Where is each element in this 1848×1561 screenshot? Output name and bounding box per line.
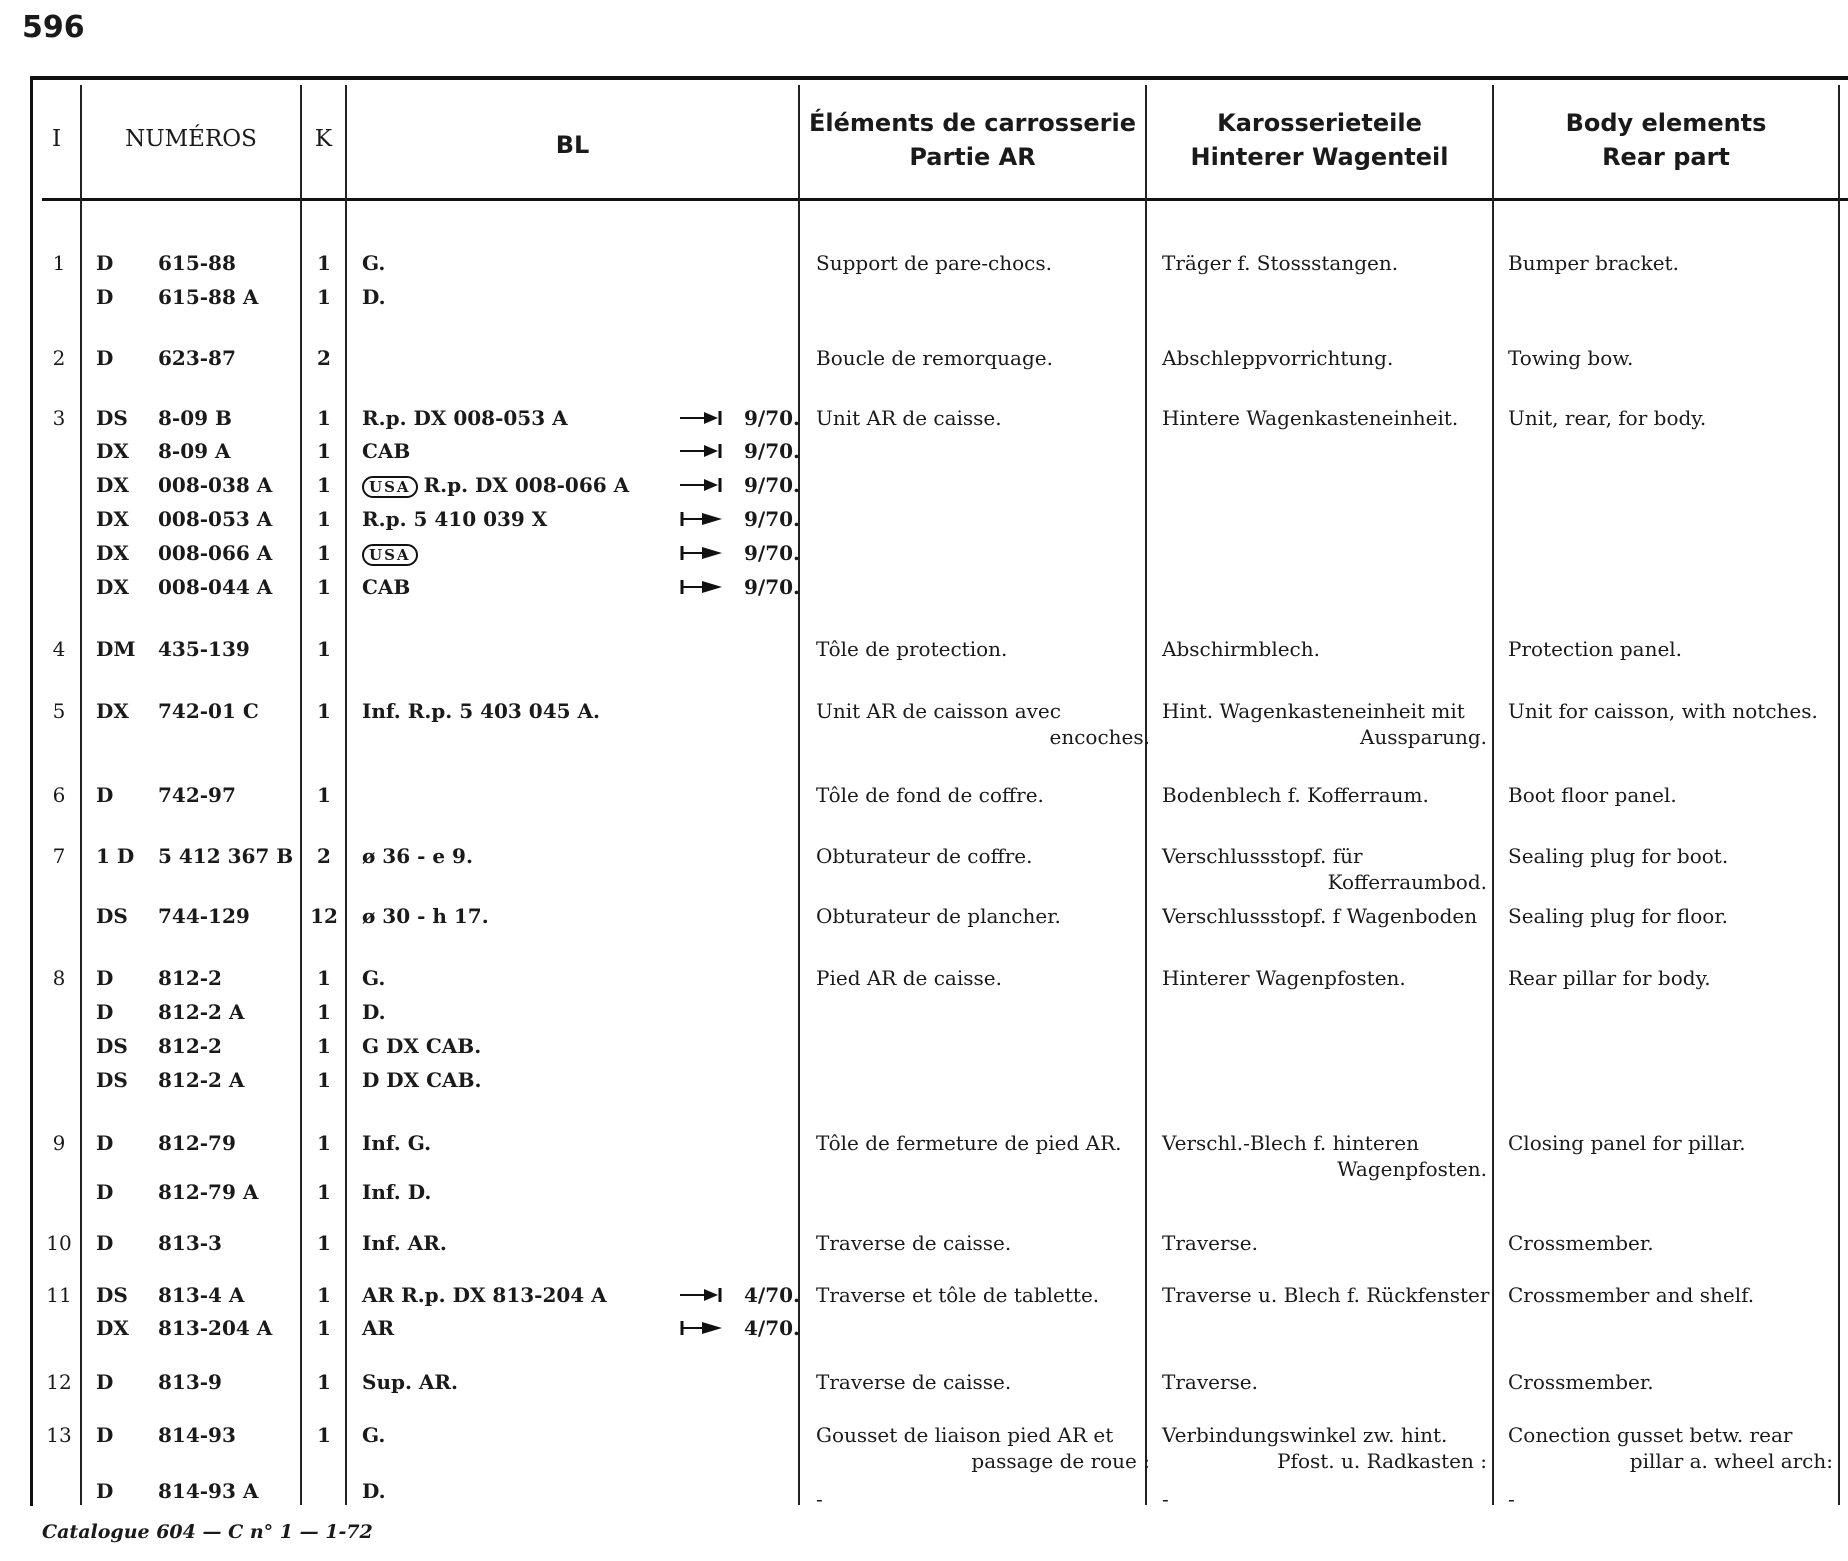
item-index: 11 [46,1283,72,1307]
description-en: - [1508,1487,1515,1511]
col-sep-7 [1838,85,1840,1505]
part-number: 615-88 A [158,285,259,309]
bl-text: Inf. D. [362,1180,432,1204]
header-numeros: NUMÉROS [125,126,257,152]
description-fr: Tôle de protection. [816,637,1008,661]
part-number: 5 412 367 B [158,844,294,868]
description-fr: Pied AR de caisse. [816,966,1002,990]
usa-stamp: USA [362,476,418,498]
description-fr: Unit AR de caisse. [816,406,1002,430]
part-number: 435-139 [158,637,250,661]
item-index: 4 [52,637,66,661]
bl-text: D DX CAB. [362,1068,482,1092]
description-fr: Obturateur de plancher. [816,904,1061,928]
part-number: 812-79 [158,1131,236,1155]
description-en: Sealing plug for floor. [1508,904,1729,928]
bl-note [362,250,385,276]
part-number: 623-87 [158,346,236,370]
bl-note [362,1315,394,1341]
part-number: 615-88 [158,251,236,275]
bl-note [362,1282,607,1308]
bl-text: Inf. AR. [362,1231,447,1255]
col-sep-3 [345,85,347,1505]
quantity: 1 [317,783,331,807]
bl-note [362,1478,386,1504]
part-prefix: D [96,251,114,275]
bl-note [362,1179,431,1205]
part-number: 742-01 C [158,699,259,723]
bl-note [362,843,473,869]
item-index: 13 [46,1423,72,1447]
description-en: Rear pillar for body. [1508,966,1711,990]
description-en: Protection panel. [1508,637,1683,661]
footer-catalogue: Catalogue 604 — C n° 1 — 1-72 [42,1521,373,1543]
description-de: Verbindungswinkel zw. hint. [1162,1423,1448,1447]
part-prefix: D [96,1370,114,1394]
bl-note [362,1230,447,1256]
bl-note [362,1422,385,1448]
part-number: 744-129 [158,904,250,928]
header-divider [42,198,1848,201]
part-number: 008-044 A [158,575,273,599]
item-index: 12 [46,1370,72,1394]
description-en: Towing bow. [1508,346,1634,370]
description-en: Bumper bracket. [1508,251,1679,275]
item-index: 8 [52,966,66,990]
part-prefix: 1 D [96,844,135,868]
part-number: 813-204 A [158,1316,273,1340]
part-prefix: D [96,783,114,807]
part-prefix: DX [96,473,129,497]
part-prefix: D [96,1423,114,1447]
item-index: 7 [52,844,66,868]
bl-text: D. [362,285,386,309]
from-date-arrow-icon [680,1321,726,1335]
col-sep-2 [300,85,302,1505]
quantity: 1 [317,1034,331,1058]
description-en: Boot floor panel. [1508,783,1677,807]
description-de: Verschlussstopf. für [1162,844,1363,868]
description-de: Abschleppvorrichtung. [1162,346,1394,370]
description-fr: Tôle de fermeture de pied AR. [816,1131,1122,1155]
part-prefix: DX [96,541,129,565]
part-prefix: D [96,1479,114,1503]
until-date-arrow-icon [680,444,726,458]
description-de: Hinterer Wagenpfosten. [1162,966,1406,990]
page-number: 596 [22,10,85,45]
part-number: 813-4 A [158,1283,245,1307]
quantity: 1 [317,1423,331,1447]
until-date-arrow-icon [680,1288,726,1302]
description-de: Verschl.-Blech f. hinteren [1162,1131,1419,1155]
description-en: Crossmember. [1508,1370,1654,1394]
quantity: 1 [317,473,331,497]
bl-text: D. [362,1000,386,1024]
bl-note [362,1067,481,1093]
part-prefix: DX [96,575,129,599]
part-number: 812-2 [158,1034,222,1058]
part-number: 812-2 A [158,1000,245,1024]
part-number: 813-3 [158,1231,222,1255]
validity-date: 9/70. [744,507,801,531]
part-prefix: DM [96,637,136,661]
description-de: Verschlussstopf. f Wagenboden [1162,904,1478,928]
until-date-arrow-icon [680,411,726,425]
validity-date: 9/70. [744,473,801,497]
bl-note [362,965,385,991]
quantity: 1 [317,285,331,309]
part-number: 008-053 A [158,507,273,531]
description-de-continued: Kofferraumbod. [1327,870,1487,894]
description-fr: Tôle de fond de coffre. [816,783,1044,807]
part-prefix: DS [96,406,128,430]
bl-text: G. [362,251,386,275]
description-en-continued: pillar a. wheel arch: [1629,1449,1833,1473]
description-de-continued: Pfost. u. Radkasten : [1277,1449,1487,1473]
part-number: 812-2 [158,966,222,990]
part-number: 814-93 [158,1423,236,1447]
col-sep-6 [1492,85,1494,1505]
header-de-line1: Karosserieteile [1217,109,1422,137]
from-date-arrow-icon [680,546,726,560]
bl-note [362,472,629,498]
description-fr: - [816,1487,823,1511]
bl-text: AR R.p. DX 813-204 A [362,1283,607,1307]
quantity: 1 [317,966,331,990]
description-fr: Gousset de liaison pied AR et [816,1423,1114,1447]
quantity: 1 [317,1283,331,1307]
part-prefix: DX [96,699,129,723]
item-index: 3 [52,406,66,430]
bl-text: Inf. R.p. 5 403 045 A. [362,699,600,723]
part-number: 812-79 A [158,1180,259,1204]
validity-date: 9/70. [744,541,801,565]
part-prefix: D [96,1231,114,1255]
part-number: 812-2 A [158,1068,245,1092]
description-fr: Traverse de caisse. [816,1370,1012,1394]
description-en: Crossmember. [1508,1231,1654,1255]
quantity: 1 [317,1180,331,1204]
validity-date: 9/70. [744,575,801,599]
description-de: Traverse. [1162,1370,1258,1394]
item-index: 1 [52,251,66,275]
part-prefix: DX [96,439,129,463]
header-fr-line1: Éléments de carrosserie [809,109,1136,137]
usa-stamp: USA [362,544,418,566]
bl-note [362,405,568,431]
item-index: 9 [52,1131,66,1155]
bl-note [362,903,489,929]
item-index: 2 [52,346,66,370]
part-prefix: DX [96,1316,129,1340]
header-en-line2: Rear part [1602,143,1730,171]
part-number: 8-09 B [158,406,232,430]
header-en [1494,106,1838,174]
quantity: 1 [317,1131,331,1155]
validity-date: 4/70. [744,1316,801,1340]
validity-date: 9/70. [744,439,801,463]
description-de: Abschirmblech. [1162,637,1320,661]
quantity: 1 [317,251,331,275]
bl-text: R.p. DX 008-066 A [423,473,630,497]
item-index: 5 [52,699,66,723]
part-number: 008-038 A [158,473,273,497]
bl-text: ø 30 - h 17. [362,904,489,928]
item-index: 6 [52,783,66,807]
description-fr-continued: passage de roue : [971,1449,1150,1473]
description-de: Hint. Wagenkasteneinheit mit [1162,699,1465,723]
description-de-continued: Aussparung. [1359,725,1487,749]
quantity: 1 [317,637,331,661]
bl-note [362,574,410,600]
description-en: Crossmember and shelf. [1508,1283,1755,1307]
quantity: 1 [317,541,331,565]
quantity: 1 [317,406,331,430]
part-number: 8-09 A [158,439,231,463]
from-date-arrow-icon [680,580,726,594]
bl-text: G DX CAB. [362,1034,482,1058]
description-en: Sealing plug for boot. [1508,844,1729,868]
col-sep-1 [80,85,82,1505]
part-prefix: D [96,1000,114,1024]
description-de: Träger f. Stossstangen. [1162,251,1399,275]
part-prefix: DS [96,904,128,928]
bl-text: Sup. AR. [362,1370,458,1394]
header-fr [800,106,1145,174]
part-prefix: DS [96,1283,128,1307]
part-prefix: D [96,285,114,309]
description-fr: Obturateur de coffre. [816,844,1033,868]
header-de [1147,106,1492,174]
bl-note [362,1033,481,1059]
description-fr-continued: encoches. [1049,725,1150,749]
bl-text: AR [362,1316,395,1340]
bl-note [362,438,410,464]
quantity: 1 [317,507,331,531]
until-date-arrow-icon [680,478,726,492]
description-en: Unit, rear, for body. [1508,406,1707,430]
header-i: I [51,126,62,152]
header-de-line2: Hinterer Wagenteil [1190,143,1449,171]
description-fr: Boucle de remorquage. [816,346,1053,370]
bl-note [362,698,600,724]
part-prefix: D [96,1131,114,1155]
bl-text: CAB [362,439,411,463]
part-prefix: D [96,1180,114,1204]
description-fr: Traverse de caisse. [816,1231,1012,1255]
bl-note [362,540,424,566]
description-en: Unit for caisson, with notches. [1508,699,1818,723]
header-en-line1: Body elements [1565,109,1767,137]
bl-text: CAB [362,575,411,599]
part-prefix: DS [96,1034,128,1058]
description-de: Hintere Wagenkasteneinheit. [1162,406,1459,430]
bl-note [362,284,386,310]
quantity: 1 [317,1068,331,1092]
quantity: 1 [317,439,331,463]
description-en: Closing panel for pillar. [1508,1131,1746,1155]
quantity: 2 [317,844,331,868]
quantity: 1 [317,1370,331,1394]
bl-text: G. [362,966,386,990]
part-prefix: DX [96,507,129,531]
description-de: - [1162,1487,1169,1511]
description-fr: Support de pare-chocs. [816,251,1053,275]
quantity: 12 [310,904,338,928]
quantity: 1 [317,1231,331,1255]
bl-note [362,1369,458,1395]
bl-text: G. [362,1423,386,1447]
bl-text: Inf. G. [362,1131,432,1155]
part-number: 008-066 A [158,541,273,565]
description-fr: Unit AR de caisson avec [816,699,1061,723]
part-prefix: DS [96,1068,128,1092]
part-number: 814-93 A [158,1479,259,1503]
description-de: Traverse. [1162,1231,1258,1255]
bl-note [362,1130,431,1156]
part-prefix: D [96,346,114,370]
col-sep-5 [1145,85,1147,1505]
part-number: 813-9 [158,1370,222,1394]
item-index: 10 [46,1231,72,1255]
quantity: 2 [317,346,331,370]
description-fr: Traverse et tôle de tablette. [816,1283,1100,1307]
bl-text: R.p. DX 008-053 A [362,406,568,430]
table-left-border [30,76,33,1506]
description-en: Conection gusset betw. rear [1508,1423,1793,1447]
bl-note [362,999,386,1025]
description-de-continued: Wagenpfosten. [1337,1157,1487,1181]
description-de: Bodenblech f. Kofferraum. [1162,783,1429,807]
bl-text: R.p. 5 410 039 X [362,507,548,531]
bl-text: D. [362,1479,386,1503]
validity-date: 9/70. [744,406,801,430]
bl-text: ø 36 - e 9. [362,844,473,868]
quantity: 1 [317,699,331,723]
header-fr-line2: Partie AR [909,143,1036,171]
part-number: 742-97 [158,783,236,807]
validity-date: 4/70. [744,1283,801,1307]
from-date-arrow-icon [680,512,726,526]
quantity: 1 [317,1316,331,1340]
part-prefix: D [96,966,114,990]
table-top-border [30,76,1848,80]
quantity: 1 [317,575,331,599]
bl-note [362,506,547,532]
description-de: Traverse u. Blech f. Rückfenster [1162,1283,1490,1307]
header-bl: BL [555,131,590,159]
quantity: 1 [317,1000,331,1024]
header-k: K [314,126,333,152]
